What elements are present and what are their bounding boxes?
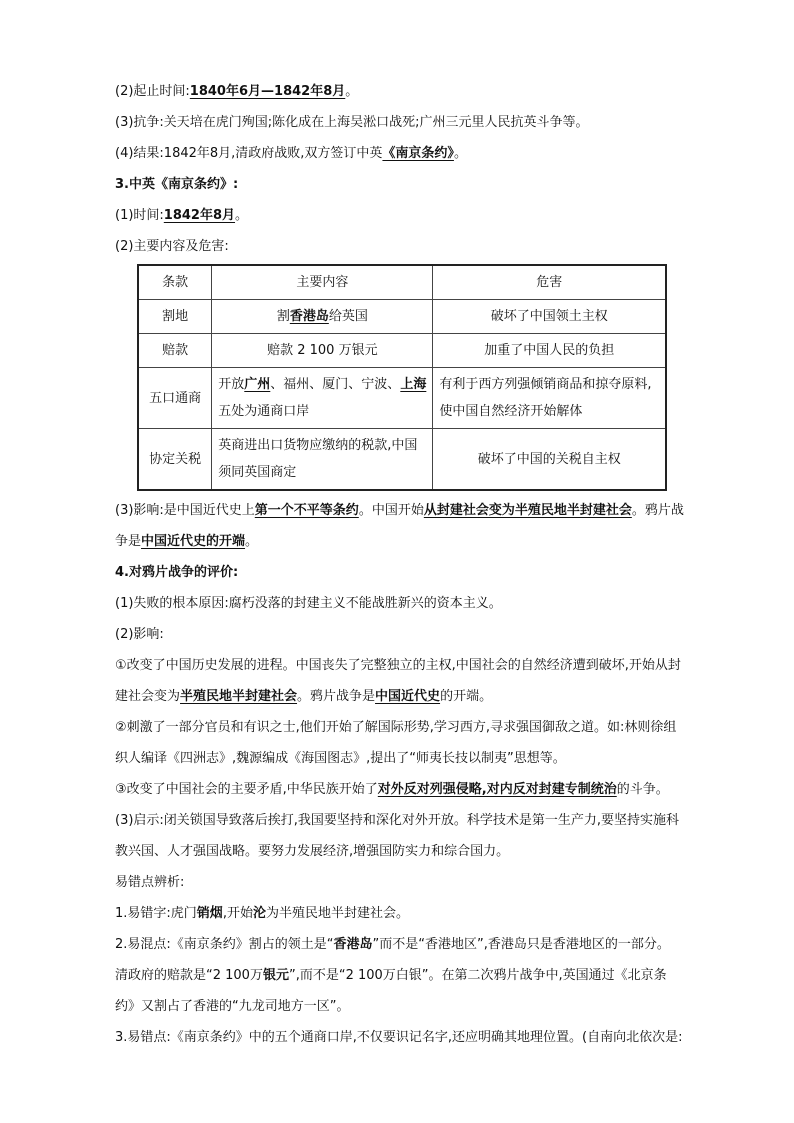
text: (4)结果:1842年8月,清政府战败,双方签订中英 [115,146,383,161]
error-item-2-line-1 [115,929,715,960]
underlined-key-term: 1842年8月 [163,208,236,223]
table-row [138,429,666,491]
underlined-key-term: 上海 [400,377,427,392]
bold-term: 销烟 [196,906,223,921]
text: 1.易错字:虎门 [115,906,197,921]
start-end-time-line [115,76,715,107]
impact-b-line-1: ②刺激了一部分官员和有识之士,他们开始了解国际形势,学习西方,寻求强国御敌之道。如:林则徐组 [115,720,677,735]
text: 。 [345,84,359,99]
content-cell: 赔款 2 100 万银元 [212,334,433,368]
underlined-key-term: 中国近代史 [375,689,441,704]
table-header-row [138,265,666,300]
text: 。中国开始 [358,503,424,518]
underlined-key-term: 对外反对列强侵略,对内反对封建专制统治 [377,782,617,797]
text: 割 [276,309,290,324]
bold-term: 香港岛 [333,937,373,952]
document-page [115,76,715,1053]
text: 2.易混点:《南京条约》割占的领土是“ [115,937,334,952]
underlined-key-term: 《南京条约》 [382,146,454,161]
content-cell [212,300,433,334]
content-cell [212,368,433,429]
impact-a-line-1: ①改变了中国历史发展的进程。中国丧失了完整独立的主权,中国社会的自然经济遭到破坏,开始从封 [115,658,681,673]
harm-cell: 加重了中国人民的负担 [433,334,666,368]
underlined-key-term: 第一个不平等条约 [254,503,359,518]
error-item-2-line-3: 约》又割占了香港的“九龙司地方一区”。 [115,999,350,1014]
treaty-content-label: (2)主要内容及危害: [115,239,229,254]
text: 五处为通商口岸 [218,404,310,419]
treaty-table [137,264,667,491]
result-line [115,138,715,169]
text: 。 [235,208,249,223]
treaty-time-line [115,200,715,231]
error-item-2-line-2 [115,960,715,991]
text: 的斗争。 [616,782,669,797]
lesson-line-1: (3)启示:闭关锁国导致落后挨打,我国要坚持和深化对外开放。科学技术是第一生产力,要坚持实施科 [115,813,680,828]
text: 建社会变为 [115,689,181,704]
text: ”而不是“香港地区”,香港岛只是香港地区的一部分。 [372,937,670,952]
lesson-line-2: 教兴国、人才强国战略。要努力发展经济,增强国防实力和综合国力。 [115,844,510,859]
treaty-impact-line [115,495,715,526]
underlined-key-term: 1840年6月—1842年8月 [189,84,346,99]
error-item-3: 3.易错点:《南京条约》中的五个通商口岸,不仅要识记名字,还应明确其地理位置。(自南向北依次是: [115,1030,683,1045]
section-heading-evaluation: 4.对鸦片战争的评价: [115,565,239,580]
impact-label: (2)影响: [115,627,164,642]
impact-b-line-2: 织人编译《四洲志》,魏源编成《海国图志》,提出了“师夷长技以制夷”思想等。 [115,751,566,766]
underlined-key-term: 广州 [244,377,271,392]
text: 开放 [218,377,245,392]
harm-cell: 破坏了中国领土主权 [433,300,666,334]
table-row [138,334,666,368]
text: 。 [245,534,259,549]
text: (2)起止时间: [115,84,190,99]
harm-cell: 破坏了中国的关税自主权 [433,429,666,491]
table-row [138,300,666,334]
text: 清政府的赔款是“2 100万 [115,968,263,983]
text: ③改变了中国社会的主要矛盾,中华民族开始了 [115,782,378,797]
header-term: 条款 [138,265,212,300]
impact-c-line [115,774,715,805]
text: ”,而不是“2 100万白银”。在第二次鸦片战争中,英国通过《北京条 [288,968,667,983]
error-item-1 [115,898,715,929]
header-content: 主要内容 [212,265,433,300]
failure-cause-line: (1)失败的根本原因:腐朽没落的封建主义不能战胜新兴的资本主义。 [115,596,502,611]
impact-a-line-2 [115,681,715,712]
term-cell: 赔款 [138,334,212,368]
text: 、福州、厦门、宁波、 [270,377,401,392]
underlined-key-term: 香港岛 [289,309,329,324]
resistance-line: (3)抗争:关天培在虎门殉国;陈化成在上海吴淞口战死;广州三元里人民抗英斗争等。 [115,115,589,130]
text: 给英国 [328,309,368,324]
term-cell: 协定关税 [138,429,212,491]
text: 为半殖民地半封建社会。 [265,906,409,921]
treaty-table-wrapper [115,264,715,491]
text: 的开端。 [440,689,493,704]
header-harm: 危害 [433,265,666,300]
bold-term: 沦 [252,906,266,921]
text: 争是 [115,534,142,549]
text: ,开始 [222,906,253,921]
error-analysis-heading: 易错点辨析: [115,875,185,890]
content-cell: 英商进出口货物应缴纳的税款,中国须同英国商定 [212,429,433,491]
text: 。 [453,146,467,161]
text: (3)影响:是中国近代史上 [115,503,255,518]
text: (1)时间: [115,208,164,223]
term-cell: 割地 [138,300,212,334]
table-row [138,368,666,429]
underlined-key-term: 从封建社会变为半殖民地半封建社会 [423,503,632,518]
treaty-impact-line-2 [115,526,715,557]
text: 。鸦片战争是 [297,689,376,704]
underlined-key-term: 中国近代史的开端 [141,534,246,549]
section-heading-treaty: 3.中英《南京条约》: [115,177,239,192]
harm-cell: 有利于西方列强倾销商品和掠夺原料,使中国自然经济开始解体 [433,368,666,429]
bold-term: 银元 [262,968,289,983]
underlined-key-term: 半殖民地半封建社会 [180,689,298,704]
term-cell: 五口通商 [138,368,212,429]
text: 。鸦片战 [631,503,684,518]
